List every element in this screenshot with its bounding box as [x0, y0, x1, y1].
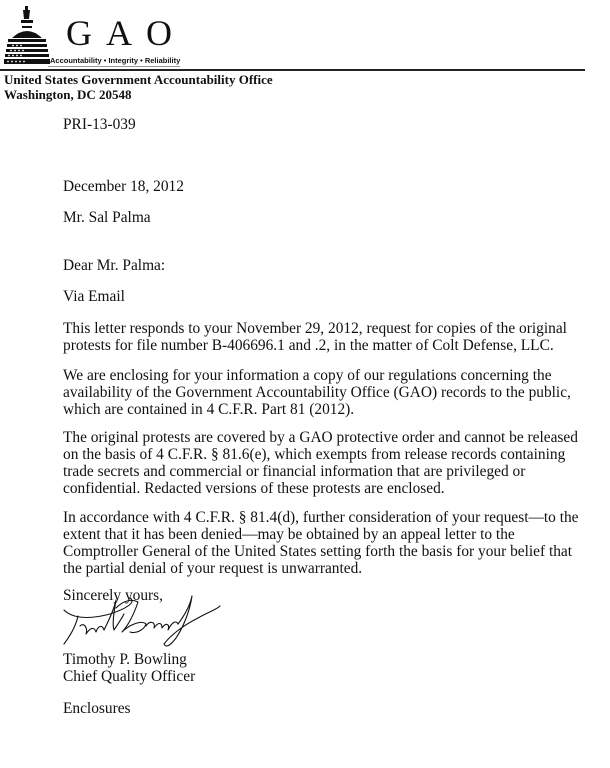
signer-title: Chief Quality Officer [63, 668, 196, 685]
letter-date: December 18, 2012 [63, 178, 184, 195]
closing: Sincerely yours, [63, 587, 164, 604]
paragraph-line: on the basis of 4 C.F.R. § 81.6(e), which exempts from release records containing [63, 446, 566, 463]
signer-block [63, 651, 195, 685]
paragraph-line: Comptroller General of the United States setting forth the basis for your belief that [63, 543, 573, 560]
organization-name: United States Government Accountability Office [4, 72, 273, 87]
recipient-name: Mr. Sal Palma [63, 209, 151, 226]
salutation: Dear Mr. Palma: [63, 257, 166, 274]
paragraph-2 [63, 367, 571, 418]
capitol-dome-logo-icon [4, 4, 50, 66]
paragraph-line: extent that it has been denied—may be obtained by an appeal letter to the [63, 526, 515, 543]
paragraph-line: In accordance with 4 C.F.R. § 81.4(d), further consideration of your request—to the [63, 509, 579, 526]
tagline-divider [48, 66, 180, 67]
organization-address: Washington, DC 20548 [4, 87, 132, 102]
paragraph-line: The original protests are covered by a GAO protective order and cannot be released [63, 429, 578, 446]
paragraph-line: This letter responds to your November 29, 2012, request for copies of the original [63, 320, 567, 337]
reference-number: PRI-13-039 [63, 116, 136, 133]
handwritten-signature [58, 594, 228, 650]
paragraph-line: confidential. Redacted versions of these protests are enclosed. [63, 480, 445, 497]
paragraph-3 [63, 429, 578, 497]
paragraph-line: the partial denial of your request is unwarranted. [63, 560, 363, 577]
organization-block [4, 72, 273, 102]
enclosures-note: Enclosures [63, 700, 131, 717]
gao-logo-text: GAO [66, 13, 186, 53]
signer-name: Timothy P. Bowling [63, 651, 187, 668]
paragraph-line: protests for file number B-406696.1 and .2, in the matter of Colt Defense, LLC. [63, 337, 554, 354]
paragraph-line: availability of the Government Accountability Office (GAO) records to the public, [63, 384, 571, 401]
logo-tagline: Accountability • Integrity • Reliability [50, 56, 181, 65]
paragraph-line: We are enclosing for your information a copy of our regulations concerning the [63, 367, 552, 384]
letterhead-divider [0, 69, 585, 71]
delivery-method: Via Email [63, 288, 125, 305]
paragraph-line: trade secrets and commercial or financial information that are privileged or [63, 463, 526, 480]
paragraph-line: which are contained in 4 C.F.R. Part 81 (2012). [63, 401, 355, 418]
paragraph-4 [63, 509, 579, 577]
paragraph-1 [63, 320, 567, 354]
